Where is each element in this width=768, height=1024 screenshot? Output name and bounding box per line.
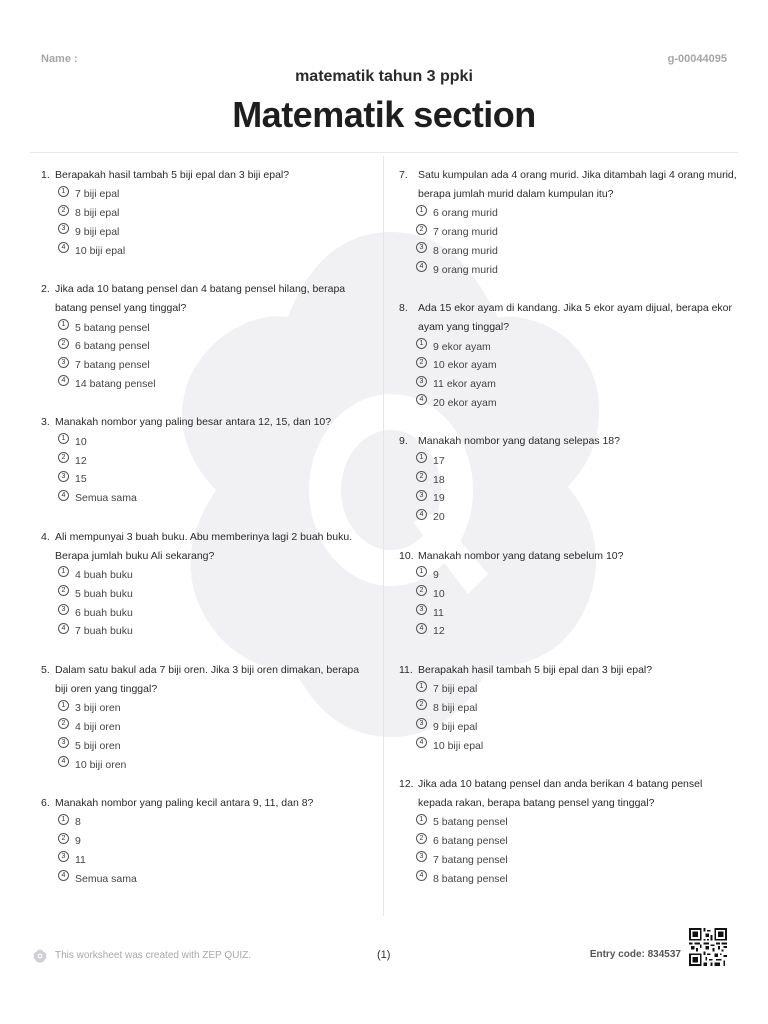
worksheet-title: Matematik section xyxy=(232,94,536,135)
answer-option[interactable] xyxy=(58,584,363,603)
option-number-circle-icon: 3 xyxy=(416,242,427,253)
option-text: 8 xyxy=(75,816,81,829)
option-number-circle-icon: 1 xyxy=(58,566,69,577)
answer-option[interactable] xyxy=(58,699,363,718)
option-text: 18 xyxy=(433,473,445,486)
answer-option[interactable] xyxy=(58,736,363,755)
option-number-circle-icon: 1 xyxy=(416,681,427,692)
option-text: 6 batang pensel xyxy=(433,835,508,848)
option-text: 5 buah buku xyxy=(75,587,133,600)
option-number-circle-icon: 3 xyxy=(416,376,427,387)
question-12 xyxy=(399,775,739,888)
option-number-circle-icon: 1 xyxy=(416,814,427,825)
question-column-left xyxy=(41,166,363,908)
page-number: (1) xyxy=(377,949,391,961)
answer-option[interactable] xyxy=(58,451,363,470)
question-5 xyxy=(41,661,363,774)
option-list xyxy=(58,318,363,393)
question-number: 4. xyxy=(41,530,50,543)
answer-option[interactable] xyxy=(416,260,739,279)
option-number-circle-icon: 4 xyxy=(58,375,69,386)
option-text: 8 orang murid xyxy=(433,244,498,257)
option-number-circle-icon: 1 xyxy=(416,566,427,577)
question-8 xyxy=(399,299,739,412)
option-number-circle-icon: 4 xyxy=(58,756,69,767)
question-text: Berapakah hasil tambah 5 biji epal dan 3 biji epal? xyxy=(418,663,653,676)
question-text: Manakah nombor yang datang selepas 18? xyxy=(418,435,620,448)
question-7 xyxy=(399,166,739,279)
option-number-circle-icon: 2 xyxy=(58,718,69,729)
option-text: 7 buah buku xyxy=(75,625,133,638)
option-number-circle-icon: 3 xyxy=(58,223,69,234)
question-4 xyxy=(41,528,363,641)
column-divider xyxy=(383,156,384,916)
qr-code-icon xyxy=(689,928,727,966)
answer-option[interactable] xyxy=(58,356,363,375)
option-number-circle-icon: 3 xyxy=(416,604,427,615)
option-text: 20 ekor ayam xyxy=(433,396,497,409)
question-number: 12. xyxy=(399,777,414,790)
question-text: Manakah nombor yang datang sebelum 10? xyxy=(418,549,624,562)
option-number-circle-icon: 2 xyxy=(58,338,69,349)
sheet-code: g-00044095 xyxy=(667,53,727,65)
option-list xyxy=(416,680,739,755)
answer-option[interactable] xyxy=(58,185,363,204)
option-text: 8 biji epal xyxy=(433,701,478,714)
option-number-circle-icon: 2 xyxy=(416,833,427,844)
answer-option[interactable] xyxy=(58,337,363,356)
option-number-circle-icon: 2 xyxy=(58,585,69,596)
question-number: 1. xyxy=(41,169,50,181)
answer-option[interactable] xyxy=(416,204,739,223)
option-text: 6 orang murid xyxy=(433,207,498,220)
answer-option[interactable] xyxy=(416,851,739,870)
option-number-circle-icon: 1 xyxy=(58,186,69,197)
option-text: 9 xyxy=(75,835,81,848)
option-text: 5 biji oren xyxy=(75,739,121,752)
option-text: 7 batang pensel xyxy=(75,359,150,372)
option-number-circle-icon: 3 xyxy=(416,490,427,501)
answer-option[interactable] xyxy=(416,508,739,527)
question-text: Ada 15 ekor ayam di kandang. Jika 5 ekor ayam dijual, berapa ekor ayam yang tinggal? xyxy=(418,302,733,334)
option-text: 4 buah buku xyxy=(75,568,133,581)
option-number-circle-icon: 4 xyxy=(416,870,427,881)
question-text: Jika ada 10 batang pensel dan 4 batang pensel hilang, berapa batang pensel yang tinggal? xyxy=(55,283,346,315)
answer-option[interactable] xyxy=(416,680,739,699)
answer-option[interactable] xyxy=(416,736,739,755)
answer-option[interactable] xyxy=(416,337,739,356)
option-number-circle-icon: 1 xyxy=(58,319,69,330)
question-number: 2. xyxy=(41,283,50,296)
option-number-circle-icon: 1 xyxy=(58,700,69,711)
question-6 xyxy=(41,794,363,888)
footer-note: This worksheet was created with ZEP QUIZ. xyxy=(55,950,251,961)
option-text: 5 batang pensel xyxy=(433,816,508,829)
option-number-circle-icon: 3 xyxy=(58,471,69,482)
option-number-circle-icon: 3 xyxy=(58,604,69,615)
option-list xyxy=(416,451,739,526)
option-text: 8 biji epal xyxy=(75,207,120,220)
option-number-circle-icon: 3 xyxy=(416,718,427,729)
option-text: 10 biji oren xyxy=(75,758,127,771)
option-number-circle-icon: 2 xyxy=(58,205,69,216)
option-text: 7 orang murid xyxy=(433,226,498,239)
option-text: 5 batang pensel xyxy=(75,321,150,334)
answer-option[interactable] xyxy=(58,318,363,337)
answer-option[interactable] xyxy=(58,813,363,832)
option-number-circle-icon: 3 xyxy=(58,851,69,862)
answer-option[interactable] xyxy=(416,451,739,470)
option-list xyxy=(58,432,363,507)
answer-option[interactable] xyxy=(416,356,739,375)
option-text: 9 ekor ayam xyxy=(433,340,491,353)
question-number: 3. xyxy=(41,416,50,429)
option-number-circle-icon: 4 xyxy=(416,509,427,520)
question-column-right xyxy=(399,166,739,908)
option-number-circle-icon: 2 xyxy=(416,357,427,368)
option-text: 4 biji oren xyxy=(75,720,121,733)
option-number-circle-icon: 3 xyxy=(58,357,69,368)
entry-code-label: Entry code: xyxy=(589,949,645,960)
option-text: 6 buah buku xyxy=(75,606,133,619)
option-text: 9 biji epal xyxy=(75,225,120,238)
option-number-circle-icon: 1 xyxy=(416,338,427,349)
option-list xyxy=(416,813,739,888)
option-text: 9 orang murid xyxy=(433,263,498,276)
option-list xyxy=(58,813,363,888)
option-text: 17 xyxy=(433,454,445,467)
worksheet-subtitle: matematik tahun 3 ppki xyxy=(295,68,473,85)
option-text: 10 xyxy=(75,435,87,448)
option-number-circle-icon: 2 xyxy=(416,471,427,482)
option-number-circle-icon: 2 xyxy=(416,585,427,596)
option-number-circle-icon: 3 xyxy=(416,851,427,862)
option-list xyxy=(416,337,739,412)
option-text: 10 biji epal xyxy=(75,244,126,257)
answer-option[interactable] xyxy=(58,204,363,223)
option-list xyxy=(416,204,739,279)
option-text: 20 xyxy=(433,511,445,524)
option-number-circle-icon: 3 xyxy=(58,737,69,748)
question-text: Manakah nombor yang paling kecil antara 9, 11, dan 8? xyxy=(55,796,314,809)
option-number-circle-icon: 4 xyxy=(58,490,69,501)
answer-option[interactable] xyxy=(58,566,363,585)
option-list xyxy=(58,699,363,774)
option-number-circle-icon: 2 xyxy=(58,452,69,463)
answer-option[interactable] xyxy=(58,603,363,622)
option-number-circle-icon: 1 xyxy=(416,452,427,463)
answer-option[interactable] xyxy=(58,470,363,489)
option-text: 9 biji epal xyxy=(433,720,478,733)
name-label: Name : xyxy=(41,53,78,65)
question-number: 8. xyxy=(399,302,408,315)
question-text: Berapakah hasil tambah 5 biji epal dan 3 biji epal? xyxy=(55,169,290,181)
answer-option[interactable] xyxy=(416,584,739,603)
option-text: 7 biji epal xyxy=(75,188,120,201)
option-number-circle-icon: 2 xyxy=(416,224,427,235)
option-number-circle-icon: 4 xyxy=(416,394,427,405)
answer-option[interactable] xyxy=(416,566,739,585)
option-text: 19 xyxy=(433,492,445,505)
option-number-circle-icon: 4 xyxy=(416,261,427,272)
option-number-circle-icon: 2 xyxy=(416,699,427,710)
option-list xyxy=(416,566,739,641)
option-text: 7 batang pensel xyxy=(433,853,508,866)
question-1 xyxy=(41,166,363,260)
answer-option[interactable] xyxy=(416,394,739,413)
option-number-circle-icon: 4 xyxy=(416,623,427,634)
answer-option[interactable] xyxy=(416,699,739,718)
question-number: 5. xyxy=(41,663,50,676)
option-list xyxy=(58,566,363,641)
option-text: 3 biji oren xyxy=(75,702,121,715)
option-text: 9 xyxy=(433,568,439,581)
answer-option[interactable] xyxy=(58,755,363,774)
option-text: 12 xyxy=(433,625,445,638)
question-9 xyxy=(399,432,739,526)
answer-option[interactable] xyxy=(416,489,739,508)
option-text: 11 ekor ayam xyxy=(433,378,496,391)
option-number-circle-icon: 4 xyxy=(58,870,69,881)
question-number: 9. xyxy=(399,435,408,448)
answer-option[interactable] xyxy=(58,223,363,242)
answer-option[interactable] xyxy=(58,432,363,451)
zep-quiz-small-logo-icon xyxy=(33,949,47,963)
question-11 xyxy=(399,661,739,755)
question-number: 11. xyxy=(399,663,413,676)
answer-option[interactable] xyxy=(416,223,739,242)
question-text: Manakah nombor yang paling besar antara 12, 15, dan 10? xyxy=(55,416,332,429)
option-list xyxy=(58,185,363,260)
option-number-circle-icon: 4 xyxy=(58,623,69,634)
answer-option[interactable] xyxy=(58,851,363,870)
question-text: Jika ada 10 batang pensel dan anda berikan 4 batang pensel kepada rakan, berapa batang pensel yang tinggal? xyxy=(418,777,703,809)
answer-option[interactable] xyxy=(416,813,739,832)
answer-option[interactable] xyxy=(416,717,739,736)
option-text: 14 batang pensel xyxy=(75,377,156,390)
option-text: 10 ekor ayam xyxy=(433,359,497,372)
question-number: 7. xyxy=(399,169,408,181)
option-number-circle-icon: 4 xyxy=(58,242,69,253)
option-text: 12 xyxy=(75,454,87,467)
answer-option[interactable] xyxy=(416,622,739,641)
question-number: 10. xyxy=(399,549,414,562)
option-text: 15 xyxy=(75,473,87,486)
option-text: 7 biji epal xyxy=(433,683,478,696)
option-text: 10 xyxy=(433,587,445,600)
entry-code xyxy=(590,949,681,960)
option-number-circle-icon: 4 xyxy=(416,737,427,748)
entry-code-value: 834537 xyxy=(647,949,681,960)
question-3 xyxy=(41,413,363,507)
question-number: 6. xyxy=(41,796,50,809)
answer-option[interactable] xyxy=(58,622,363,641)
answer-option[interactable] xyxy=(58,375,363,394)
option-text: 11 xyxy=(433,606,444,619)
answer-option[interactable] xyxy=(416,869,739,888)
question-2 xyxy=(41,280,363,393)
answer-option[interactable] xyxy=(416,832,739,851)
answer-option[interactable] xyxy=(58,241,363,260)
answer-option[interactable] xyxy=(416,242,739,261)
option-text: 10 biji epal xyxy=(433,739,484,752)
option-number-circle-icon: 1 xyxy=(416,205,427,216)
answer-option[interactable] xyxy=(58,489,363,508)
page-footer xyxy=(0,940,768,970)
answer-option[interactable] xyxy=(416,603,739,622)
question-10 xyxy=(399,547,739,641)
answer-option[interactable] xyxy=(58,718,363,737)
answer-option[interactable] xyxy=(58,869,363,888)
question-text: Ali mempunyai 3 buah buku. Abu memberinya lagi 2 buah buku. Berapa jumlah buku Ali sekarang? xyxy=(55,530,353,562)
option-number-circle-icon: 2 xyxy=(58,833,69,844)
option-text: 6 batang pensel xyxy=(75,340,150,353)
option-number-circle-icon: 1 xyxy=(58,433,69,444)
option-number-circle-icon: 1 xyxy=(58,814,69,825)
answer-option[interactable] xyxy=(416,470,739,489)
question-text: Satu kumpulan ada 4 orang murid. Jika ditambah lagi 4 orang murid, berapa jumlah murid dalam kumpulan itu? xyxy=(418,169,737,200)
answer-option[interactable] xyxy=(58,832,363,851)
option-text: 8 batang pensel xyxy=(433,872,508,885)
option-text: Semua sama xyxy=(75,492,137,505)
option-text: 11 xyxy=(75,853,86,866)
header-divider xyxy=(30,152,738,153)
question-text: Dalam satu bakul ada 7 biji oren. Jika 3 biji oren dimakan, berapa biji oren yang tinggal? xyxy=(55,663,360,695)
answer-option[interactable] xyxy=(416,375,739,394)
option-text: Semua sama xyxy=(75,872,137,885)
